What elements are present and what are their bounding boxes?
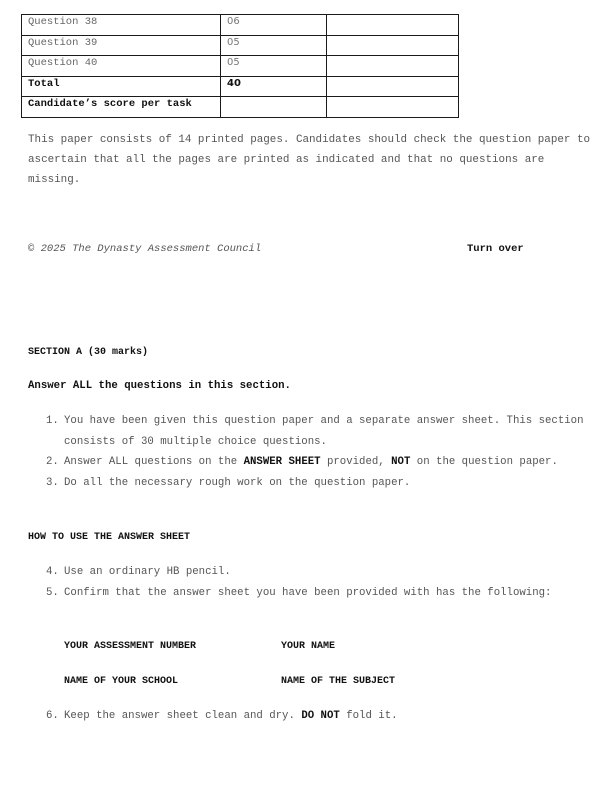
list-item	[46, 562, 586, 583]
answer-sheet-instructions-list	[46, 562, 586, 603]
item-number: 5.	[46, 586, 59, 599]
question-marks: 05	[221, 56, 327, 77]
question-score	[327, 56, 459, 77]
total-marks: 40	[221, 76, 327, 97]
emphasis-answer-sheet: ANSWER SHEET	[243, 456, 321, 468]
section-a-instructions-list	[46, 411, 586, 493]
candidate-score-value	[327, 97, 459, 118]
list-item	[46, 473, 586, 494]
list-item	[46, 583, 586, 604]
text-segment: Keep the answer sheet clean and dry.	[64, 710, 302, 722]
item-number: 4.	[46, 566, 59, 578]
list-item	[46, 452, 586, 473]
item-text: You have been given this question paper and a separate answer sheet. This section consists of 30 multiple choice questions.	[64, 415, 584, 448]
question-score	[327, 15, 459, 36]
item-text	[64, 452, 558, 473]
question-label: Question 39	[22, 35, 221, 56]
table-row	[22, 15, 459, 36]
question-score	[327, 35, 459, 56]
emphasis-do-not: DO NOT	[301, 710, 340, 722]
list-item	[46, 706, 586, 727]
field-assessment-number: YOUR ASSESSMENT NUMBER	[64, 641, 197, 652]
answer-sheet-final-item	[46, 706, 586, 727]
list-item	[46, 411, 586, 452]
item-number: 2.	[46, 456, 59, 468]
total-row	[22, 76, 459, 97]
item-text: Use an ordinary HB pencil.	[64, 566, 231, 578]
item-number: 1.	[46, 415, 59, 427]
item-number: 3.	[46, 476, 59, 489]
total-label: Total	[22, 76, 221, 97]
field-subject-name: NAME OF THE SUBJECT	[281, 676, 396, 687]
field-school-name: NAME OF YOUR SCHOOL	[64, 676, 179, 687]
table-row	[22, 56, 459, 77]
table-row	[22, 35, 459, 56]
answer-sheet-title: HOW TO USE THE ANSWER SHEET	[28, 532, 191, 543]
candidate-score-marks	[221, 97, 327, 118]
text-segment: on the question paper.	[410, 456, 558, 468]
turn-over-label: Turn over	[467, 243, 524, 255]
emphasis-not: NOT	[391, 456, 411, 468]
field-your-name: YOUR NAME	[281, 641, 336, 652]
item-text: Do all the necessary rough work on the question paper.	[64, 476, 411, 489]
question-marks: 06	[221, 15, 327, 36]
section-a-instruction: Answer ALL the questions in this section.	[28, 380, 291, 392]
score-table	[21, 14, 459, 118]
item-text: Confirm that the answer sheet you have been provided with has the following:	[64, 586, 552, 599]
question-marks: 05	[221, 35, 327, 56]
question-label: Question 40	[22, 56, 221, 77]
text-segment: Answer ALL questions on the	[64, 456, 244, 468]
candidate-score-label: Candidate’s score per task	[22, 97, 221, 118]
total-score	[327, 76, 459, 97]
item-number: 6.	[46, 710, 59, 722]
section-a-title: SECTION A (30 marks)	[28, 347, 149, 358]
text-segment: provided,	[320, 456, 392, 468]
item-text	[64, 706, 398, 727]
candidate-score-row	[22, 97, 459, 118]
copyright-notice: © 2025 The Dynasty Assessment Council	[28, 243, 262, 255]
question-label: Question 38	[22, 15, 221, 36]
text-segment: fold it.	[339, 710, 398, 722]
page-count-note: This paper consists of 14 printed pages. Candidates should check the question paper to ascertain that all the pages are printed as indicated and that no questions are missing.	[28, 134, 591, 186]
